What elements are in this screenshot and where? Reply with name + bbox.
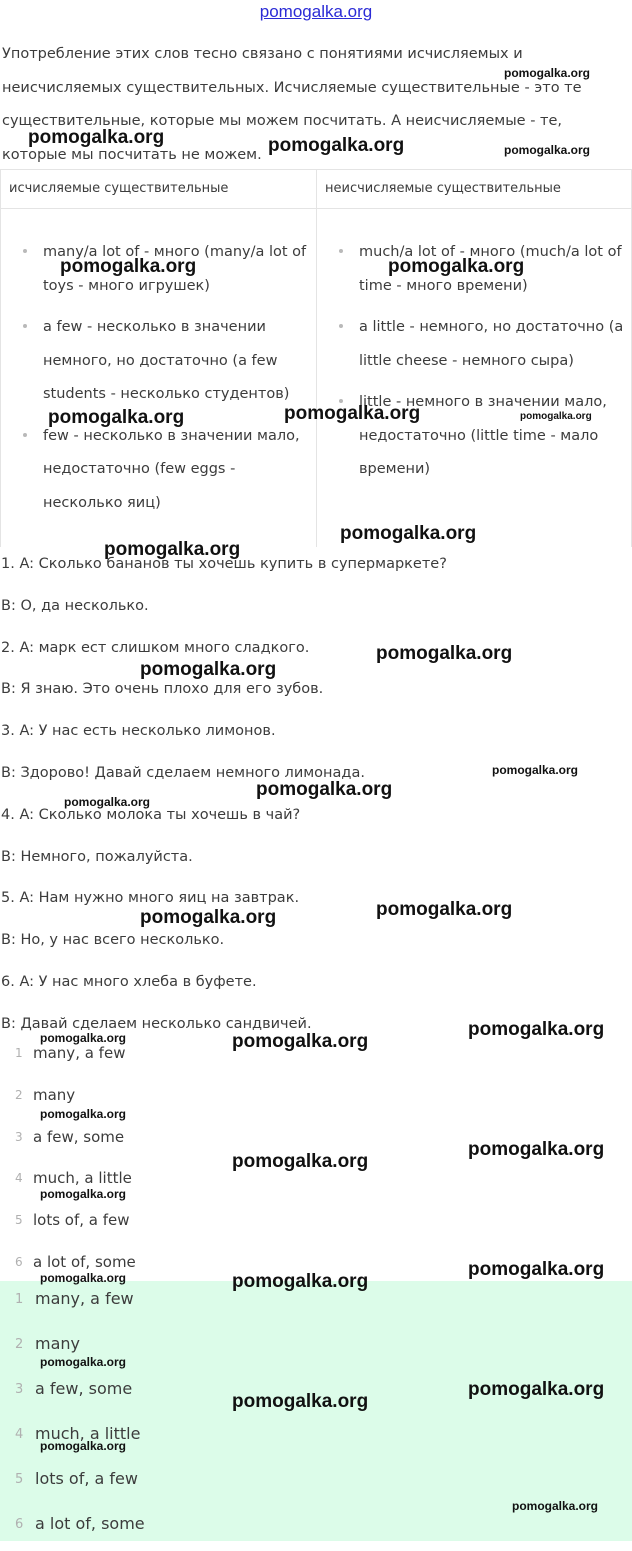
- watermark: pomogalka.org: [504, 66, 591, 80]
- answer-number: 5: [15, 1213, 23, 1228]
- answer-text: many: [35, 1334, 80, 1353]
- dialogue-line: B: Я знаю. Это очень плохо для его зубов.: [1, 681, 324, 698]
- list-item-text: little - немного в значении мало, недостаточно (little time - мало времени): [359, 394, 607, 477]
- list-item: [21, 420, 311, 521]
- dialogue-line: B: Давай сделаем несколько сандвичей.: [1, 1015, 312, 1032]
- list-item: [337, 386, 625, 487]
- watermark: pomogalka.org: [468, 1379, 605, 1400]
- watermark: pomogalka.org: [340, 523, 477, 544]
- answer-text: much, a little: [33, 1169, 132, 1188]
- answer-number: 3: [15, 1129, 23, 1144]
- watermark: pomogalka.org: [40, 1031, 127, 1045]
- watermark: pomogalka.org: [504, 143, 591, 157]
- answer-number: 5: [15, 1472, 24, 1487]
- dialogue-line: B: Немного, пожалуйста.: [1, 848, 193, 865]
- answer-text: a lot of, some: [35, 1514, 145, 1533]
- watermark: pomogalka.org: [388, 256, 525, 277]
- watermark: pomogalka.org: [28, 127, 165, 148]
- answer-number: 3: [15, 1382, 24, 1397]
- watermark: pomogalka.org: [468, 1019, 605, 1040]
- watermark: pomogalka.org: [468, 1139, 605, 1160]
- dialogue-line: 4. A: Сколько молока ты хочешь в чай?: [1, 806, 301, 823]
- list-item: [337, 311, 625, 378]
- answer-number: 1: [15, 1292, 24, 1307]
- answer-number: 6: [15, 1517, 24, 1532]
- bullet-icon: [23, 324, 27, 328]
- dialogue-line: 6. A: У нас много хлеба в буфете.: [1, 973, 257, 990]
- answer-text: much, a little: [35, 1424, 141, 1443]
- watermark: pomogalka.org: [40, 1187, 127, 1201]
- noun-table: [0, 169, 632, 547]
- list-item-text: much/a lot of - много (much/a lot of time - много времени): [359, 244, 622, 294]
- watermark: pomogalka.org: [40, 1355, 127, 1369]
- intro-text: Употребление этих слов тесно связано с понятиями исчисляемых и неисчисляемых существительных. Исчисляемые существительные - это те существительные, которые мы можем посчитать. А неисчисляемые - те, которые мы посчитать не можем.: [2, 46, 582, 163]
- watermark: pomogalka.org: [376, 899, 513, 920]
- bullet-icon: [339, 324, 343, 328]
- list-item-text: few - несколько в значении мало, недостаточно (few eggs - несколько яиц): [43, 427, 300, 511]
- header-countable: исчисляемые существительные: [9, 181, 229, 196]
- header-uncountable: неисчисляемые существительные: [325, 181, 561, 196]
- dialogue-line: 2. A: марк ест слишком много сладкого.: [1, 639, 310, 656]
- dialogue-line: 3. A: У нас есть несколько лимонов.: [1, 723, 276, 740]
- watermark: pomogalka.org: [520, 411, 592, 422]
- answer-text: lots of, a few: [33, 1211, 130, 1230]
- watermark: pomogalka.org: [40, 1107, 127, 1121]
- site-title[interactable]: pomogalka.org: [259, 2, 373, 21]
- answer-row: [0, 1203, 632, 1245]
- bullet-icon: [23, 433, 27, 437]
- watermark: pomogalka.org: [268, 135, 405, 156]
- watermark: pomogalka.org: [256, 779, 393, 800]
- watermark: pomogalka.org: [48, 407, 185, 428]
- watermark: pomogalka.org: [232, 1271, 369, 1292]
- list-item-text: many/a lot of - много (many/a lot of toys - много игрушек): [43, 244, 307, 294]
- answer-text: many, a few: [33, 1044, 126, 1062]
- answer-text: a few, some: [33, 1127, 125, 1146]
- countable-column: [21, 236, 311, 528]
- answer-text: many, a few: [35, 1289, 134, 1308]
- watermark: pomogalka.org: [492, 763, 579, 777]
- watermark: pomogalka.org: [140, 907, 277, 928]
- answer-text: lots of, a few: [35, 1469, 138, 1488]
- watermark: pomogalka.org: [140, 659, 277, 680]
- watermark: pomogalka.org: [376, 643, 513, 664]
- answer-number: 1: [15, 1046, 23, 1060]
- list-item-text: a few - несколько в значении немного, но достаточно (a few students - несколько студентов): [43, 319, 290, 402]
- answer-text: a few, some: [35, 1379, 133, 1398]
- dialogue-line: B: Здорово! Давай сделаем немного лимонада.: [1, 764, 365, 781]
- watermark: pomogalka.org: [468, 1259, 605, 1280]
- answer-text: a lot of, some: [33, 1252, 136, 1271]
- answer-text: many: [33, 1085, 76, 1104]
- list-item: [21, 311, 311, 412]
- watermark: pomogalka.org: [284, 403, 421, 424]
- dialogue-line: 5. A: Нам нужно много яиц на завтрак.: [1, 890, 300, 907]
- watermark: pomogalka.org: [232, 1031, 369, 1052]
- watermark: pomogalka.org: [104, 539, 241, 560]
- watermark: pomogalka.org: [512, 1499, 599, 1513]
- watermark: pomogalka.org: [40, 1271, 127, 1285]
- list-item-text: a little - немного, но достаточно (a little cheese - немного сыра): [359, 319, 624, 369]
- bullet-icon: [23, 249, 27, 253]
- bullet-icon: [339, 249, 343, 253]
- dialogue-line: B: Но, у нас всего несколько.: [1, 932, 225, 949]
- answer-number: 4: [15, 1427, 24, 1442]
- dialogue-line: B: О, да несколько.: [1, 597, 149, 614]
- watermark: pomogalka.org: [40, 1439, 127, 1453]
- answer-number: 4: [15, 1171, 23, 1186]
- column-divider: [316, 170, 317, 547]
- answer-number: 2: [15, 1087, 23, 1102]
- answer-number: 6: [15, 1254, 23, 1269]
- answer-number: 2: [15, 1337, 24, 1352]
- watermark: pomogalka.org: [232, 1391, 369, 1412]
- watermark: pomogalka.org: [60, 256, 197, 277]
- dialogue-line: 1. A: Сколько бананов ты хочешь купить в супермаркете?: [1, 556, 447, 572]
- watermark: pomogalka.org: [64, 795, 151, 809]
- watermark: pomogalka.org: [232, 1151, 369, 1172]
